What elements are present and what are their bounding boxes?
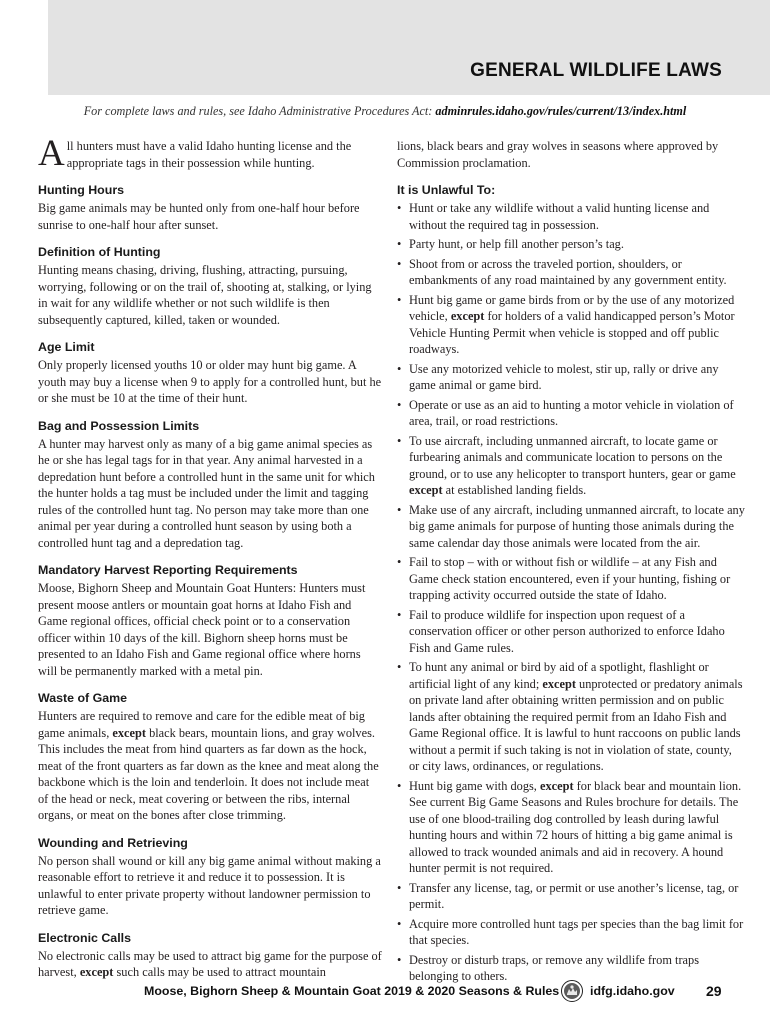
section-heading-harvest-reporting: Mandatory Harvest Reporting Requirements xyxy=(38,563,298,577)
section-text-hunting-hours: Big game animals may be hunted only from one-half hour before sunrise to one-half hour after sunset. xyxy=(38,201,360,232)
drop-cap: A xyxy=(38,133,65,174)
page-title: GENERAL WILDLIFE LAWS xyxy=(470,60,722,81)
section-heading-definition: Definition of Hunting xyxy=(38,245,161,259)
section-heading-waste: Waste of Game xyxy=(38,691,128,705)
right-column xyxy=(397,138,745,988)
section-heading-hunting-hours: Hunting Hours xyxy=(38,183,125,197)
footer-title: Moose, Bighorn Sheep & Mountain Goat 2019 & 2020 Seasons & Rules xyxy=(144,984,560,998)
reference-prefix: For complete laws and rules, see Idaho Administrative Procedures Act: xyxy=(83,104,436,118)
reference-line xyxy=(0,104,770,119)
section-heading-unlawful: It is Unlawful To: xyxy=(397,183,496,197)
section-heading-bag-limits: Bag and Possession Limits xyxy=(38,418,200,433)
list-item: • Use any motorized vehicle to molest, stir up, rally or drive any game animal or game bird. xyxy=(397,361,745,394)
continued-text: lions, black bears and gray wolves in seasons where approved by Commission proclamation. xyxy=(397,139,719,170)
idfg-seal-icon xyxy=(561,980,583,1002)
list-item: • Hunt or take any wildlife without a valid hunting license and without the required tag in possession. xyxy=(397,200,745,233)
list-item: • Shoot from or across the traveled portion, shoulders, or embankments of any road maintained by any government entity. xyxy=(397,256,745,289)
reference-url[interactable]: adminrules.idaho.gov/rules/current/13/index.html xyxy=(435,104,687,118)
list-item: • Hunt big game with dogs, except for black bear and mountain lion. See current Big Game Seasons and Rules brochure for details. The use of one blood-trailing dog controlled by leash during lawful hunting hours and within 72 hours of hitting a big game animal is allowed to track wounded animals and aid in recovery. A hound hunter permit is not required. xyxy=(397,778,745,877)
section-heading-age-limit: Age Limit xyxy=(38,340,95,354)
list-item: • Acquire more controlled hunt tags per species than the bag limit for that species. xyxy=(397,916,745,949)
section-text-waste: Hunters are required to remove and care for the edible meat of big game animals, except black bears, mountain lions, and gray wolves. This includes the meat from hind quarters as far down as the hock, meat of the front quarters as far down as the knee and meat along the backbone which is the loin and tenderloin. It does not include meat of the head or neck, meat covering or between the ribs, internal organs, or meat on the bones after close trimming. xyxy=(38,709,379,822)
section-text-harvest-reporting: Moose, Bighorn Sheep and Mountain Goat Hunters: Hunters must present moose antlers or mountain goat horns at Idaho Fish and Game regional offices, official check point or to a conservation officer within 10 days of the kill. Bighorn sheep horns must be presented to an Idaho Fish and Game regional office where horns will be permanently marked with a metal pin. xyxy=(38,581,366,678)
list-item: • Transfer any license, tag, or permit or use another’s license, tag, or permit. xyxy=(397,880,745,913)
list-item: • Fail to stop – with or without fish or wildlife – at any Fish and Game check station encountered, even if your hunting, fishing or trapping activity occurred outside the state of Idaho. xyxy=(397,554,745,604)
list-item: • Destroy or disturb traps, or remove any wildlife from traps belonging to others. xyxy=(397,952,745,985)
page-footer xyxy=(0,980,770,1004)
list-item: • To hunt any animal or bird by aid of a spotlight, flashlight or artificial light of any kind; except unprotected or predatory animals on private land after obtaining written permission and on public lands after obtaining the required permit from an Idaho Fish and Game Regional office. It is lawful to hunt raccoons on public lands without a permit if such taking is not in violation of state, county, or city laws, ordinances, or regulations. xyxy=(397,659,745,775)
left-column xyxy=(38,133,382,981)
section-text-electronic: No electronic calls may be used to attract big game for the purpose of harvest, except such calls may be used to attract mountain xyxy=(38,948,382,979)
intro-paragraph: All hunters must have a valid Idaho hunting license and the appropriate tags in their possession while hunting. xyxy=(38,133,352,174)
list-item: • To use aircraft, including unmanned aircraft, to locate game or furbearing animals and communicate location to persons on the ground, or to use any helicopter to transport hunters, gear or game except at established landing fields. xyxy=(397,433,745,499)
section-heading-electronic: Electronic Calls xyxy=(38,930,131,945)
footer-site-link[interactable]: idfg.idaho.gov xyxy=(590,984,675,998)
section-text-bag-limits: A hunter may harvest only as many of a big game animal species as he or she has legal tags for in that year. Any animal harvested in a depredation hunt before a controlled hunt in the same unit for which the hunter holds a tag must be included under the limit and tagging rules of the controlled hunt tag. No person may take more than one animal per year during a controlled hunt season by using both a controlled hunt tag and a depredation tag. xyxy=(38,436,375,550)
section-text-wounding: No person shall wound or kill any big game animal without making a reasonable effort to retrieve it and reduce it to possession. It is unlawful to enter private property without landowner permission to retrieve game. xyxy=(38,853,381,917)
list-item: • Make use of any aircraft, including unmanned aircraft, to locate any big game animals for purpose of hunting those animals during the same calendar day those animals were located from the air. xyxy=(397,502,745,552)
header-band xyxy=(48,0,770,95)
section-text-definition: Hunting means chasing, driving, flushing, attracting, pursuing, worrying, following or on the trail of, shooting at, stalking, or lying in wait for any wildlife whether or not such wildlife is then subsequently captured, killed, taken or wounded. xyxy=(38,263,372,327)
section-text-age-limit: Only properly licensed youths 10 or older may hunt big game. A youth may buy a license when 9 to apply for a controlled hunt, but he or she must be 10 at the time of their hunt. xyxy=(38,358,382,405)
list-item: • Fail to produce wildlife for inspection upon request of a conservation officer or other person authorized to enforce Idaho Fish and Game rules. xyxy=(397,607,745,657)
unlawful-list xyxy=(397,200,745,985)
list-item: • Hunt big game or game birds from or by the use of any motorized vehicle, except for holders of a valid handicapped person’s Motor Vehicle Hunting Permit when vehicle is stopped and off public roadways. xyxy=(397,292,745,358)
section-heading-wounding: Wounding and Retrieving xyxy=(38,835,188,850)
list-item: • Party hunt, or help fill another person’s tag. xyxy=(397,236,745,253)
page-number: 29 xyxy=(706,983,722,999)
list-item: • Operate or use as an aid to hunting a motor vehicle in violation of area, trail, or road restrictions. xyxy=(397,397,745,430)
